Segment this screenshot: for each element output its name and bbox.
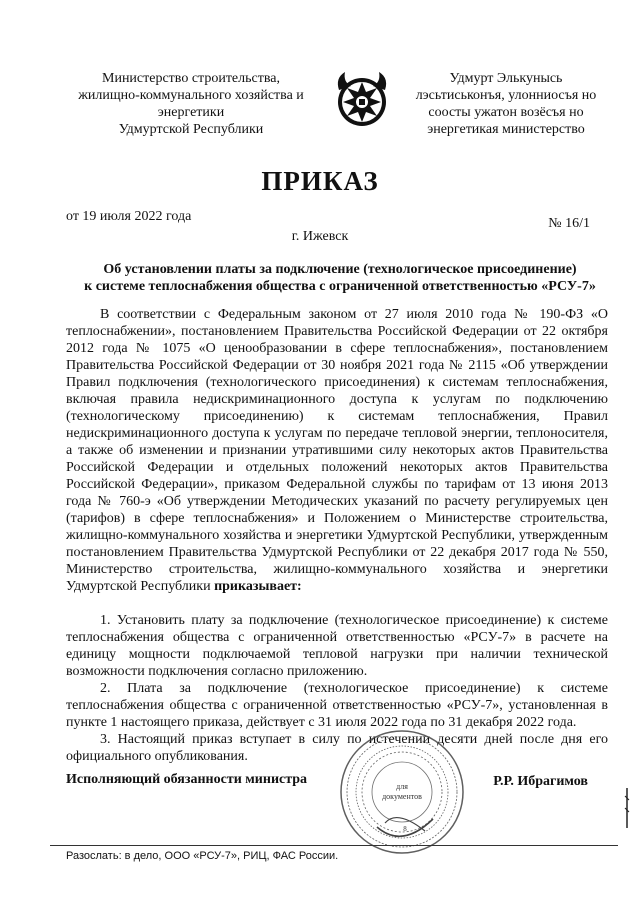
ministry-line: Удмуртской Республики: [118, 122, 264, 137]
stamp-line: документов: [382, 792, 422, 801]
signatory-name: Р.Р. Ибрагимов: [493, 774, 588, 789]
ministry-line: лэсьтиськонъя, улонниосъя но: [415, 88, 597, 103]
signatory-position: Исполняющий обязанности министра: [66, 772, 308, 787]
ministry-line: жилищно-коммунального хозяйства и: [78, 88, 304, 103]
document-number: № 16/1: [548, 216, 590, 231]
document-date: от 19 июля 2022 года: [66, 209, 192, 224]
preamble-text: В соответствии с Федеральным законом от 27 июля 2010 года № 190-ФЗ «О теплоснабжении», постановлением Правительства Российской Федерации от 22 октября 2012 года № 1075 «О ценообразовании в сфере теплоснабжения», постановлением Правительства Российской Федерации от 30 ноября 2021 года № 2115 «Об утверждении Правил подключения (технологического присоединения) к системам теплоснабжения, включая правила недискриминационного доступа к услугам по подключению (технологическому присоединению) к системам теплоснабжения, Правил недискриминационного доступа к услугам по передаче тепловой энергии, теплоносителя, а также об изменении и признании утратившими силу некоторых актов Правительства Российской Федерации и отдельных положений некоторых актов Правительства Российской Федерации», приказом Федеральной службы по тарифам от 13 июня 2013 года № 760-э «Об утверждении Методических указаний по расчету регулируемых цен (тарифов) в сфере теплоснабжения» и Положением о Министерстве строительства, жилищно-коммунального хозяйства и энергетики Удмуртской Республики, утвержденным постановлением Правительства Удмуртской Республики от 22 декабря 2017 года № 550, Министерство строительства, жилищно-коммунального хозяйства и энергетики Удмуртской Республики: [66, 307, 608, 594]
order-item: 3. Настоящий приказ вступает в силу по истечении десяти дней после дня его официального опубликования.: [66, 732, 608, 764]
distribution-list: Разослать: в дело, ООО «РСУ-7», РИЦ, ФАС России.: [66, 850, 339, 862]
ministry-line: Удмурт Элькунысь: [449, 71, 563, 86]
order-item: 2. Плата за подключение (технологическое присоединение) к системе теплоснабжения общества с ограниченной ответственностью «РСУ-7», установленная в пункте 1 настоящего приказа, действует с 31 июля 2022 года по 31 декабря 2022 года.: [66, 681, 608, 730]
official-stamp: [337, 727, 467, 857]
document-body: [66, 306, 608, 765]
footer-divider: [50, 845, 618, 846]
subject-line: Об установлении платы за подключение (технологическое присоединение): [103, 262, 577, 277]
stamp-number: 8: [403, 825, 407, 833]
ministry-line: энергетикая министерство: [427, 122, 585, 137]
order-item: 1. Установить плату за подключение (технологическое присоединение) к системе теплоснабжения общества с ограниченной ответственностью «РСУ-7» в расчете на единицу мощности подключаемой тепловой нагрузки при наличии технической возможности подключения согласно приложению.: [66, 613, 608, 679]
ministry-line: Министерство строительства,: [102, 71, 280, 86]
subject-line: к системе теплоснабжения общества с ограниченной ответственностью «РСУ-7»: [84, 279, 596, 294]
ministry-name-udm: [396, 70, 616, 138]
ministry-line: энергетики: [157, 105, 225, 120]
ministry-line: соосты ужатон возёсъя но: [428, 105, 584, 120]
preamble-paragraph: [66, 306, 608, 595]
document-title: ПРИКАЗ: [261, 166, 379, 196]
udmurtia-emblem-icon: [333, 68, 391, 132]
document-city: г. Ижевск: [291, 229, 349, 244]
ministry-name-ru: [56, 70, 326, 138]
stamp-line: для: [396, 782, 408, 791]
document-subject: [60, 261, 620, 295]
orders-word: приказывает:: [214, 579, 302, 594]
scan-edge-mark-icon: [624, 788, 630, 828]
